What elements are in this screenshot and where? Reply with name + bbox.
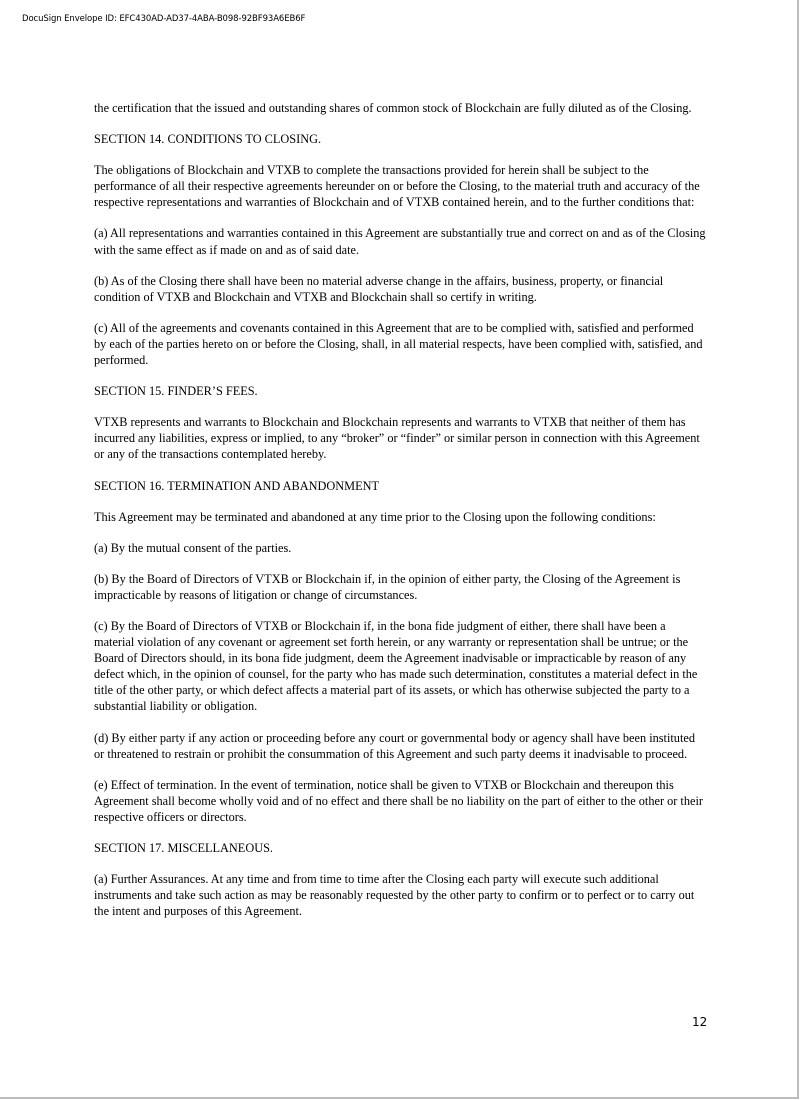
section-15-heading: SECTION 15. FINDER’S FEES.	[94, 384, 258, 399]
section-14-intro: The obligations of Blockchain and VTXB to complete the transactions provided for herein shall be subject to the performance of all their respective agreements hereunder on or before the Closing, to the material truth and accuracy of the respective representations and warranties of Blockchain and of VTXB contained herein, and to the further conditions that:	[94, 163, 700, 210]
section-14-item-a: (a) All representations and warranties contained in this Agreement are substantially true and correct on and as of the Closing with the same effect as if made on and as of said date.	[94, 226, 706, 257]
paragraph-certification: the certification that the issued and outstanding shares of common stock of Blockchain are fully diluted as of the Closing.	[94, 101, 692, 115]
section-16-item-a: (a) By the mutual consent of the parties.	[94, 540, 292, 555]
section-14-item-b: (b) As of the Closing there shall have been no material adverse change in the affairs, business, property, or financial condition of VTXB and Blockchain and VTXB and Blockchain shall so certify in writing.	[94, 273, 664, 304]
section-16-item-e: (e) Effect of termination. In the event of termination, notice shall be given to VTXB or Blockchain and thereupon this Agreement shall become wholly void and of no effect and there shall be no liability on the part of either to the other or their respective officers or directors.	[94, 777, 703, 824]
section-17-item-a: (a) Further Assurances. At any time and from time to time after the Closing each party will execute such additional instruments and take such action as may be reasonably requested by the other party to confirm or to perfect or to carry out the intent and purposes of this Agreement.	[94, 872, 695, 919]
document-body	[94, 100, 706, 934]
section-14-item-c: (c) All of the agreements and covenants contained in this Agreement that are to be complied with, satisfied and performed by each of the parties hereto on or before the Closing, shall, in all material respects, have been complied with, satisfied, and performed.	[94, 320, 703, 368]
docusign-envelope-id: DocuSign Envelope ID: EFC430AD-AD37-4ABA-B098-92BF93A6EB6F	[22, 14, 306, 24]
section-16-item-c: (c) By the Board of Directors of VTXB or Blockchain if, in the bona fide judgment of either, there shall have been a material violation of any covenant or agreement set forth herein, or any warranty or representation shall be untrue; or the Board of Directors should, in its bona fide judgment, deem the Agreement inadvisable or impracticable by reason of any defect which, in the opinion of counsel, for the party who has made such determination, constitutes a material defect in the title of the other party, or which defect affects a material part of its assets, or which has otherwise subjected the party to a substantial liability or obligation.	[94, 618, 698, 714]
section-16-heading: SECTION 16. TERMINATION AND ABANDONMENT	[94, 478, 379, 493]
section-14-heading: SECTION 14. CONDITIONS TO CLOSING.	[94, 132, 322, 147]
section-15-text: VTXB represents and warrants to Blockchain and Blockchain represents and warrants to VTXB that neither of them has incurred any liabilities, express or implied, to any “broker” or “finder” or similar person in connection with this Agreement or any of the transactions contemplated hereby.	[94, 415, 700, 462]
section-17-heading: SECTION 17. MISCELLANEOUS.	[94, 841, 273, 855]
page-number: 12	[692, 1015, 708, 1029]
section-16-intro: This Agreement may be terminated and abandoned at any time prior to the Closing upon the following conditions:	[94, 509, 656, 524]
section-16-item-d: (d) By either party if any action or proceeding before any court or governmental body or agency shall have been instituted or threatened to restrain or prohibit the consummation of this Agreement and such party deems it inadvisable to proceed.	[94, 730, 695, 761]
section-16-item-b: (b) By the Board of Directors of VTXB or Blockchain if, in the opinion of either party, the Closing of the Agreement is impracticable by reasons of litigation or change of circumstances.	[94, 571, 681, 602]
